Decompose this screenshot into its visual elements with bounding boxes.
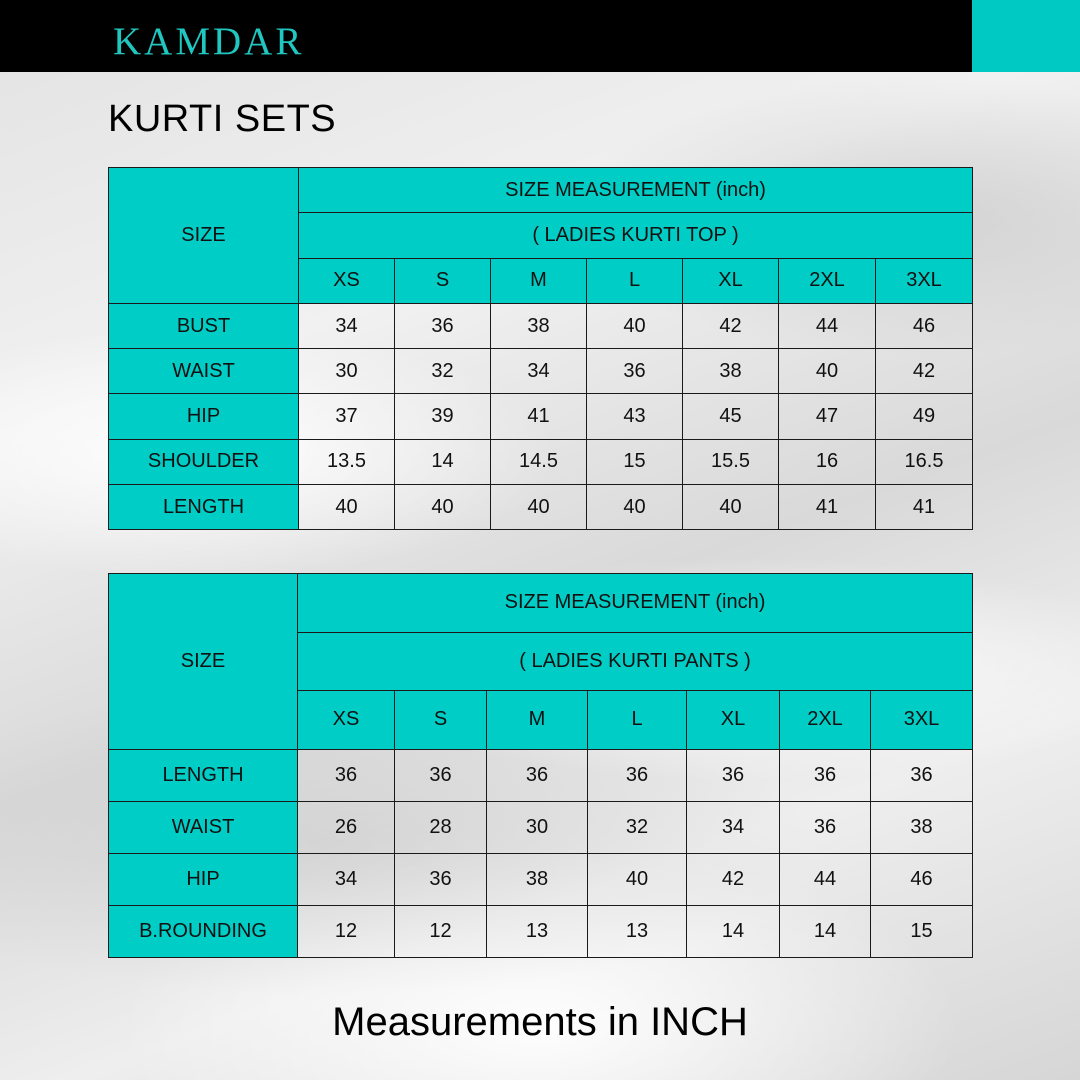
measurement-cell: 36 bbox=[780, 749, 871, 801]
size-label-xs: XS bbox=[299, 258, 395, 303]
size-label-xl: XL bbox=[683, 258, 779, 303]
measurement-cell: 43 bbox=[587, 394, 683, 439]
table-row bbox=[109, 801, 973, 853]
header-accent-block bbox=[972, 0, 1080, 72]
table-row bbox=[109, 853, 973, 905]
measurement-cell: 30 bbox=[487, 801, 588, 853]
measurement-cell: 36 bbox=[395, 303, 491, 348]
measurement-cell: 15 bbox=[871, 905, 973, 957]
measurement-cell: 34 bbox=[687, 801, 780, 853]
measurement-cell: 36 bbox=[588, 749, 687, 801]
measurement-cell: 41 bbox=[779, 485, 876, 530]
size-label-l: L bbox=[587, 258, 683, 303]
measurement-cell: 40 bbox=[491, 485, 587, 530]
row-label: WAIST bbox=[109, 349, 299, 394]
size-header: SIZE bbox=[109, 574, 298, 750]
measurement-cell: 38 bbox=[871, 801, 973, 853]
measurement-cell: 34 bbox=[298, 853, 395, 905]
measurement-cell: 38 bbox=[487, 853, 588, 905]
table-row bbox=[109, 749, 973, 801]
footer-note: Measurements in INCH bbox=[332, 1000, 748, 1044]
measurement-cell: 40 bbox=[587, 485, 683, 530]
page-title: KURTI SETS bbox=[108, 98, 337, 140]
row-label: WAIST bbox=[109, 801, 298, 853]
size-label-xl: XL bbox=[687, 691, 780, 750]
size-label-2xl: 2XL bbox=[779, 258, 876, 303]
measurement-cell: 46 bbox=[871, 853, 973, 905]
table-row bbox=[109, 485, 973, 530]
measurement-cell: 40 bbox=[587, 303, 683, 348]
measurement-cell: 13 bbox=[588, 905, 687, 957]
measurement-cell: 34 bbox=[491, 349, 587, 394]
measurement-cell: 49 bbox=[876, 394, 973, 439]
measurement-cell: 47 bbox=[779, 394, 876, 439]
table-row bbox=[109, 394, 973, 439]
measurement-cell: 32 bbox=[588, 801, 687, 853]
measurement-cell: 45 bbox=[683, 394, 779, 439]
measurement-cell: 44 bbox=[779, 303, 876, 348]
size-label-s: S bbox=[395, 258, 491, 303]
measurement-cell: 15.5 bbox=[683, 439, 779, 484]
measurement-cell: 13.5 bbox=[299, 439, 395, 484]
measurement-cell: 42 bbox=[687, 853, 780, 905]
measurement-cell: 16 bbox=[779, 439, 876, 484]
measurement-cell: 38 bbox=[683, 349, 779, 394]
size-label-2xl: 2XL bbox=[780, 691, 871, 750]
kurti-top-size-table bbox=[108, 167, 973, 530]
measurement-cell: 12 bbox=[395, 905, 487, 957]
row-label: HIP bbox=[109, 394, 299, 439]
measurement-cell: 37 bbox=[299, 394, 395, 439]
measurement-cell: 28 bbox=[395, 801, 487, 853]
size-label-s: S bbox=[395, 691, 487, 750]
measurement-cell: 16.5 bbox=[876, 439, 973, 484]
measurement-cell: 42 bbox=[683, 303, 779, 348]
size-label-xs: XS bbox=[298, 691, 395, 750]
row-label: B.ROUNDING bbox=[109, 905, 298, 957]
measurement-cell: 42 bbox=[876, 349, 973, 394]
measurement-cell: 40 bbox=[588, 853, 687, 905]
measurement-cell: 41 bbox=[876, 485, 973, 530]
size-header: SIZE bbox=[109, 168, 299, 304]
kurti-pants-size-table bbox=[108, 573, 973, 958]
measurement-cell: 14 bbox=[780, 905, 871, 957]
measurement-cell: 39 bbox=[395, 394, 491, 439]
measurement-cell: 12 bbox=[298, 905, 395, 957]
measurement-cell: 40 bbox=[683, 485, 779, 530]
size-label-l: L bbox=[588, 691, 687, 750]
measurement-cell: 14 bbox=[687, 905, 780, 957]
measurement-cell: 34 bbox=[299, 303, 395, 348]
measurement-cell: 13 bbox=[487, 905, 588, 957]
size-label-m: M bbox=[487, 691, 588, 750]
measurement-cell: 41 bbox=[491, 394, 587, 439]
measurement-cell: 40 bbox=[299, 485, 395, 530]
measurement-cell: 38 bbox=[491, 303, 587, 348]
measurement-cell: 15 bbox=[587, 439, 683, 484]
row-label: LENGTH bbox=[109, 485, 299, 530]
size-label-3xl: 3XL bbox=[876, 258, 973, 303]
measurement-cell: 30 bbox=[299, 349, 395, 394]
size-label-3xl: 3XL bbox=[871, 691, 973, 750]
measurement-cell: 40 bbox=[395, 485, 491, 530]
measurement-cell: 46 bbox=[876, 303, 973, 348]
measurement-cell: 14.5 bbox=[491, 439, 587, 484]
measurement-cell: 40 bbox=[779, 349, 876, 394]
row-label: BUST bbox=[109, 303, 299, 348]
product-header: ( LADIES KURTI PANTS ) bbox=[298, 632, 973, 691]
row-label: LENGTH bbox=[109, 749, 298, 801]
row-label: HIP bbox=[109, 853, 298, 905]
product-header: ( LADIES KURTI TOP ) bbox=[299, 213, 973, 258]
table-row bbox=[109, 349, 973, 394]
measurement-cell: 36 bbox=[871, 749, 973, 801]
size-label-m: M bbox=[491, 258, 587, 303]
measurement-header: SIZE MEASUREMENT (inch) bbox=[298, 574, 973, 633]
measurement-header: SIZE MEASUREMENT (inch) bbox=[299, 168, 973, 213]
brand-logo: kamdar bbox=[113, 5, 305, 67]
measurement-cell: 36 bbox=[487, 749, 588, 801]
measurement-cell: 32 bbox=[395, 349, 491, 394]
measurement-cell: 36 bbox=[780, 801, 871, 853]
measurement-cell: 36 bbox=[298, 749, 395, 801]
measurement-cell: 36 bbox=[395, 853, 487, 905]
table-row bbox=[109, 905, 973, 957]
measurement-cell: 36 bbox=[395, 749, 487, 801]
measurement-cell: 44 bbox=[780, 853, 871, 905]
row-label: SHOULDER bbox=[109, 439, 299, 484]
measurement-cell: 36 bbox=[587, 349, 683, 394]
table-row bbox=[109, 439, 973, 484]
measurement-cell: 36 bbox=[687, 749, 780, 801]
measurement-cell: 14 bbox=[395, 439, 491, 484]
table-row bbox=[109, 303, 973, 348]
measurement-cell: 26 bbox=[298, 801, 395, 853]
